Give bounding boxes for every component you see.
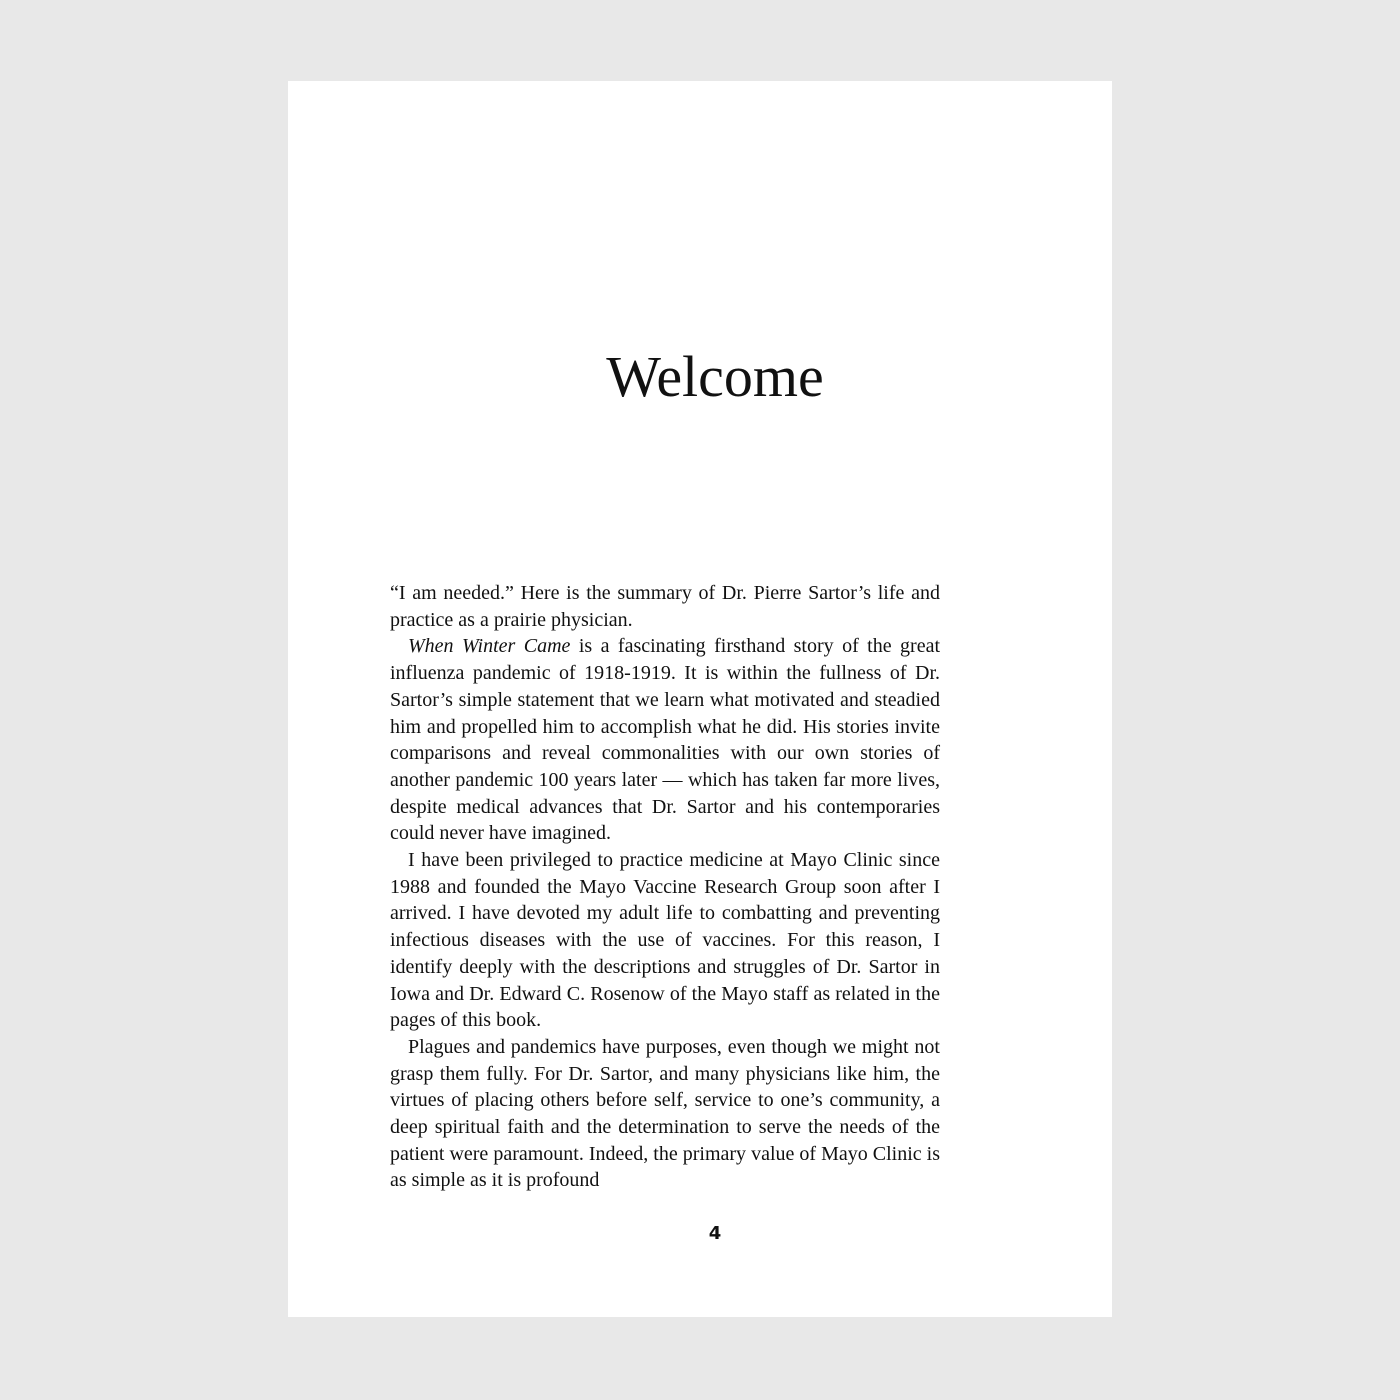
body-text (390, 580, 940, 1194)
paragraph-3-text: I have been privileged to practice medicine at Mayo Clinic since 1988 and founded the Mayo Vaccine Research Group soon after I arrived. I have devoted my adult life to combatting and preventing infectious diseases with the use of vaccines. For this reason, I identify deeply with the descriptions and struggles of Dr. Sartor in Iowa and Dr. Edward C. Rosenow of the Mayo staff as related in the pages of this book. (390, 849, 940, 1032)
page-title: Welcome (606, 344, 824, 409)
paragraph-1-text: “I am needed.” Here is the summary of Dr. Pierre Sartor’s life and practice as a prairie physician. (390, 582, 940, 631)
paragraph-1 (390, 580, 940, 633)
paragraph-3 (390, 847, 940, 1034)
book-page (288, 81, 1112, 1317)
paragraph-4-text: Plagues and pandemics have purposes, even though we might not grasp them fully. For Dr. Sartor, and many physicians like him, the virtues of placing others before self, service to one’s community, a deep spiritual faith and the determination to serve the needs of the patient were paramount. Indeed, the primary value of Mayo Clinic is as simple as it is profound (390, 1035, 940, 1192)
paragraph-2-text: is a fascinating firsthand story of the great influenza pandemic of 1918-1919. It is within the fullness of Dr. Sartor’s simple statement that we learn what motivated and steadied him and propelled him to accomplish what he did. His stories invite comparisons and reveal commonalities with our own stories of another pandemic 100 years later — which has taken far more lives, despite medical advances that Dr. Sartor and his contemporaries could never have imagined. (390, 635, 941, 845)
page-number: 4 (708, 1223, 722, 1244)
book-title-italic: When Winter Came (408, 635, 571, 658)
paragraph-2 (390, 633, 940, 847)
paragraph-4 (390, 1034, 940, 1194)
